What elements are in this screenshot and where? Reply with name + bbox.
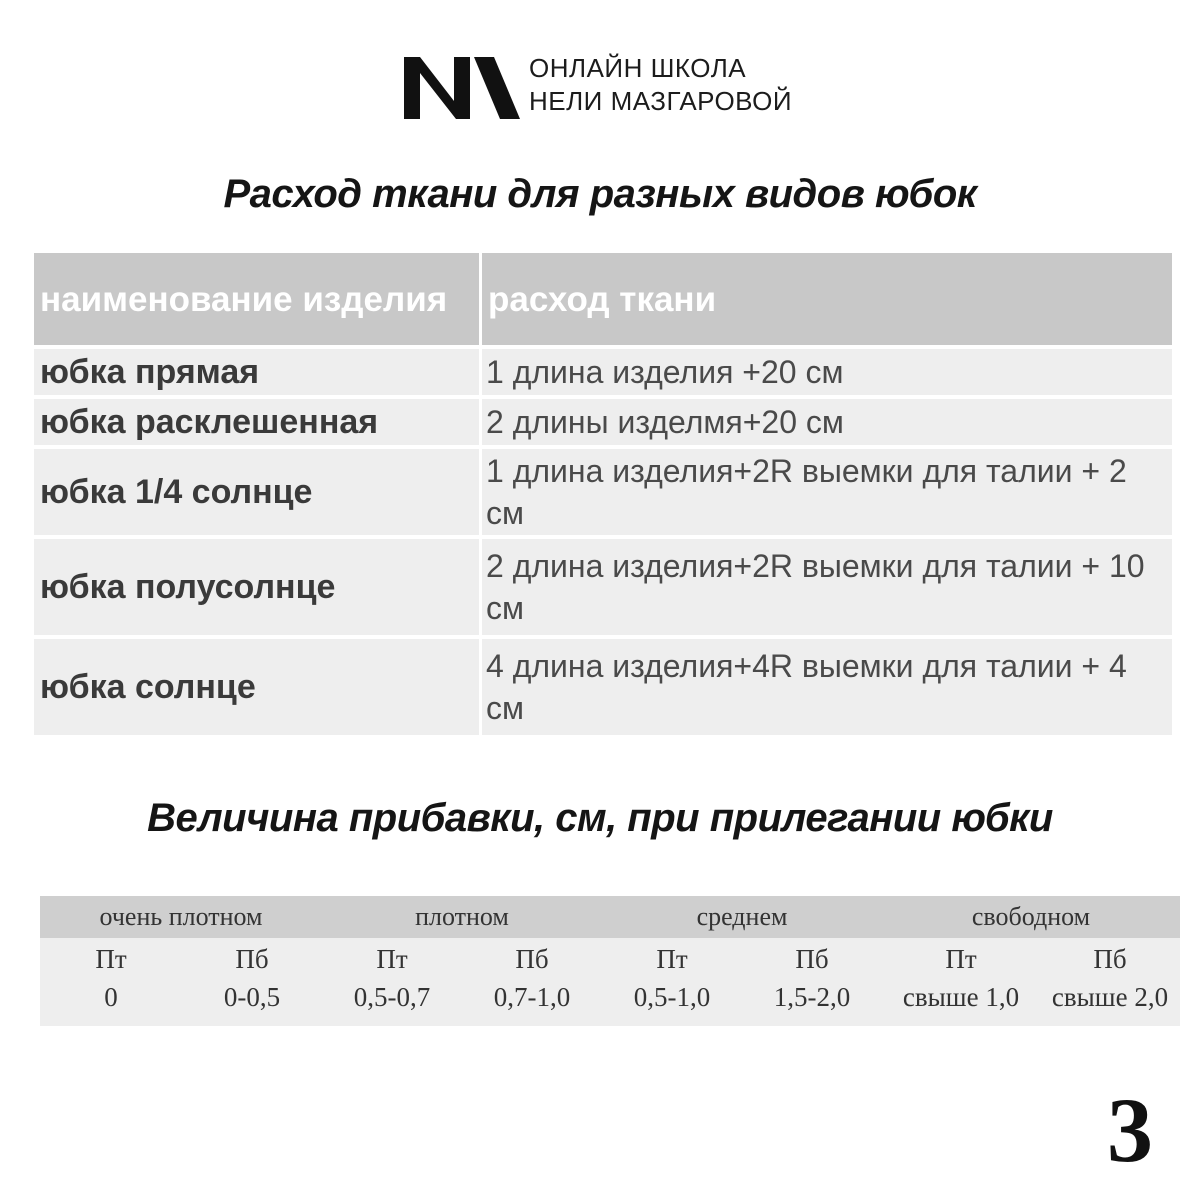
- allowance-table: [40, 896, 1180, 1026]
- fabric-usage: 2 длины изделмя+20 см: [482, 399, 1172, 445]
- table-row: [34, 449, 1172, 535]
- column-header-usage: расход ткани: [482, 253, 1172, 345]
- pb-value: свыше 2,0: [1040, 980, 1180, 1026]
- logo-text: [529, 52, 792, 118]
- item-name: юбка солнце: [34, 639, 482, 735]
- pt-value: 0,5-0,7: [322, 980, 462, 1026]
- fabric-table-header: [34, 253, 1172, 345]
- pt-value: свыше 1,0: [882, 980, 1040, 1026]
- pb-label: Пб: [462, 938, 602, 980]
- pt-label: Пт: [40, 938, 182, 980]
- column-header-item: наименование изделия: [34, 253, 482, 345]
- pt-label: Пт: [882, 938, 1040, 980]
- table-row: [34, 539, 1172, 635]
- pb-value: 1,5-2,0: [742, 980, 882, 1026]
- table-row: [34, 349, 1172, 395]
- fit-group-header: очень плотном: [40, 896, 322, 938]
- item-name: юбка расклешенная: [34, 399, 482, 445]
- pt-label: Пт: [322, 938, 462, 980]
- fit-group-header: свободном: [882, 896, 1180, 938]
- fabric-usage-table: [34, 249, 1172, 739]
- pb-value: 0,7-1,0: [462, 980, 602, 1026]
- allowance-values-row: [40, 980, 1180, 1026]
- table-row: [34, 399, 1172, 445]
- pb-value: 0-0,5: [182, 980, 322, 1026]
- pb-label: Пб: [742, 938, 882, 980]
- logo-line-2: НЕЛИ МАЗГАРОВОЙ: [529, 86, 793, 116]
- allowance-group-row: [40, 896, 1180, 938]
- pb-label: Пб: [182, 938, 322, 980]
- logo-mark-icon: [404, 57, 520, 119]
- pt-label: Пт: [602, 938, 742, 980]
- item-name: юбка 1/4 солнце: [34, 449, 482, 535]
- fit-group-header: плотном: [322, 896, 602, 938]
- item-name: юбка полусолнце: [34, 539, 482, 635]
- page-number: 3: [1107, 1079, 1153, 1181]
- allowance-title: Величина прибавки, см, при прилегании юбки: [147, 796, 1053, 840]
- school-logo: [404, 52, 824, 122]
- fabric-usage: 1 длина изделия +20 см: [482, 349, 1172, 395]
- logo-line-1: ОНЛАЙН ШКОЛА: [529, 53, 747, 83]
- table-row: [34, 639, 1172, 735]
- fabric-usage-title: Расход ткани для разных видов юбок: [223, 172, 977, 216]
- pt-value: 0,5-1,0: [602, 980, 742, 1026]
- fit-group-header: среднем: [602, 896, 882, 938]
- pt-value: 0: [40, 980, 182, 1026]
- fabric-usage: 4 длина изделия+4R выемки для талии + 4 см: [482, 639, 1172, 735]
- fabric-usage: 2 длина изделия+2R выемки для талии + 10 см: [482, 539, 1172, 635]
- fabric-usage: 1 длина изделия+2R выемки для талии + 2 см: [482, 449, 1172, 535]
- item-name: юбка прямая: [34, 349, 482, 395]
- allowance-subheader-row: [40, 938, 1180, 980]
- pb-label: Пб: [1040, 938, 1180, 980]
